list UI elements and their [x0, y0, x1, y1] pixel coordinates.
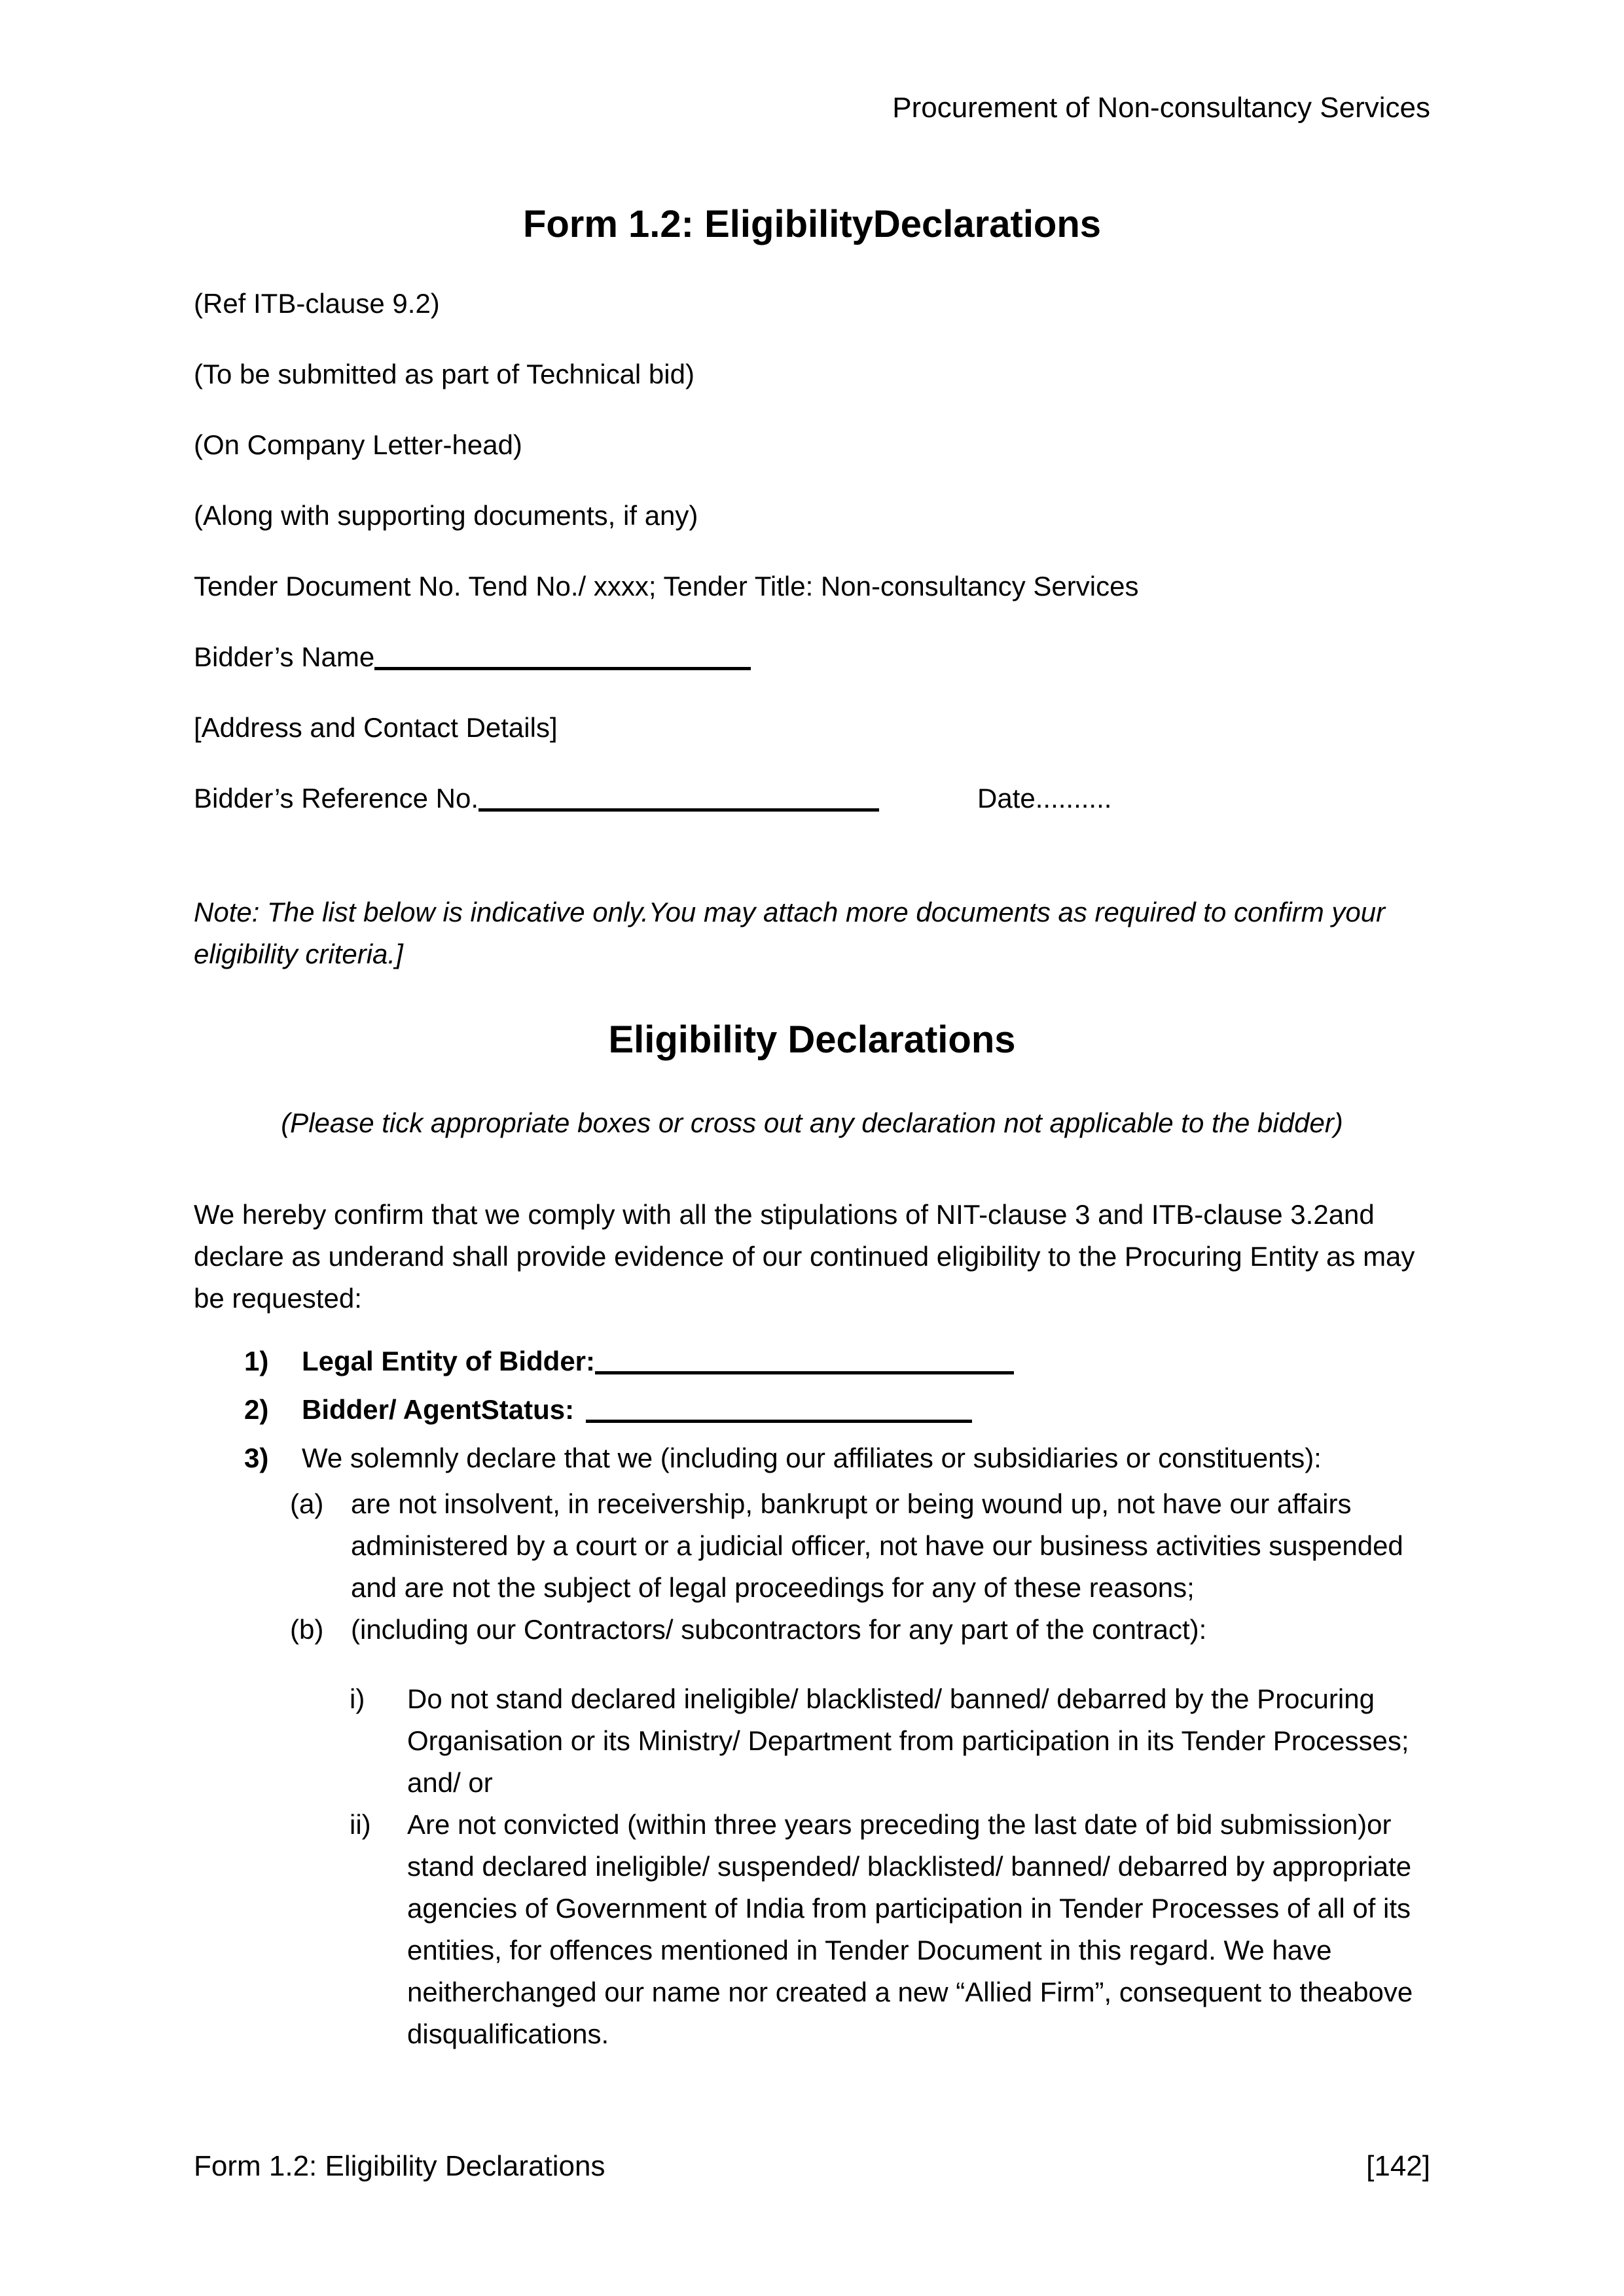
sub-item-body: (including our Contractors/ subcontractors for any part of the contract): — [351, 1614, 1207, 1645]
agent-status-blank-field — [586, 1419, 972, 1423]
sub-item-a — [194, 1483, 1430, 1609]
form-title: Form 1.2: EligibilityDeclarations — [522, 203, 1102, 245]
supporting-docs-line: (Along with supporting documents, if any) — [194, 500, 698, 531]
roman-item-marker: i) — [350, 1683, 365, 1714]
running-header-text: Procurement of Non-consultancy Services — [892, 92, 1430, 124]
address-line: [Address and Contact Details] — [194, 712, 558, 743]
list-item-legal-entity — [194, 1340, 1430, 1382]
submission-line: (To be submitted as part of Technical bid) — [194, 359, 695, 389]
list-item-number: 2) — [244, 1394, 269, 1425]
tick-boxes-note: (Please tick appropriate boxes or cross out any declaration not applicable to the bidder) — [281, 1107, 1343, 1138]
page-footer — [194, 2149, 1430, 2183]
legal-entity-label: Legal Entity of Bidder: — [302, 1346, 596, 1376]
date-label: Date.......... — [977, 783, 1112, 814]
confirmation-paragraph: We hereby confirm that we comply with all the stipulations of NIT-clause 3 and ITB-clause 3.2and declare as underand shall provide evidence of our continued eligibility to the Procuring Entity as may be requested: — [194, 1199, 1415, 1314]
page-header — [194, 92, 1430, 124]
section-heading: Eligibility Declarations — [608, 1018, 1016, 1061]
list-item-solemn-declaration — [194, 1437, 1430, 1479]
roman-item-ii — [194, 1804, 1430, 2055]
list-item-number: 1) — [244, 1346, 269, 1376]
bidder-name-blank-field — [374, 666, 751, 670]
sub-item-body: are not insolvent, in receivership, bankrupt or being wound up, not have our affairs administered by a court or a judicial officer, not have our business activities suspended and are not the subject of legal proceedings for any of these reasons; — [351, 1488, 1403, 1603]
footer-form-name: Form 1.2: Eligibility Declarations — [194, 2150, 605, 2182]
legal-entity-blank-field — [595, 1371, 1014, 1374]
list-item-body — [302, 1340, 1430, 1382]
bidder-ref-blank-field — [478, 808, 879, 812]
ref-clause-line: (Ref ITB-clause 9.2) — [194, 288, 440, 319]
indicative-note: Note: The list below is indicative only.You may attach more documents as required to confirm your eligibility criteria.] — [194, 897, 1386, 969]
list-item-body — [302, 1389, 1430, 1431]
letterhead-line: (On Company Letter-head) — [194, 429, 522, 460]
agent-status-label: Bidder/ AgentStatus: — [302, 1394, 575, 1425]
tender-doc-line: Tender Document No. Tend No./ xxxx; Tender Title: Non-consultancy Services — [194, 571, 1139, 601]
roman-item-body: Do not stand declared ineligible/ blacklisted/ banned/ debarred by the Procuring Organisation or its Ministry/ Department from participation in its Tender Processes; and/ or — [407, 1683, 1409, 1798]
sub-item-marker: (a) — [290, 1488, 324, 1519]
list-item-body: We solemnly declare that we (including our affiliates or subsidiaries or constituents): — [302, 1443, 1322, 1473]
bidder-ref-label: Bidder’s Reference No. — [194, 783, 479, 814]
bidder-ref-row — [194, 778, 1430, 819]
sub-item-b — [194, 1609, 1430, 1651]
sub-item-marker: (b) — [290, 1614, 324, 1645]
bidder-name-label: Bidder’s Name — [194, 641, 375, 672]
list-item-number: 3) — [244, 1443, 269, 1473]
roman-item-marker: ii) — [350, 1809, 371, 1840]
bidder-name-row — [194, 636, 1430, 678]
footer-page-number: [142] — [1366, 2150, 1430, 2182]
list-item-agent-status — [194, 1389, 1430, 1431]
roman-item-i — [194, 1678, 1430, 1804]
roman-item-body: Are not convicted (within three years preceding the last date of bid submission)or stand declared ineligible/ suspended/ blacklisted/ banned/ debarred by appropriate agencies of Government of India from participation in Tender Processes of all of its entities, for offences mentioned in Tender Document in this regard. We have neitherchanged our name nor created a new “Allied Firm”, consequent to theabove disqualifications. — [407, 1809, 1413, 2049]
